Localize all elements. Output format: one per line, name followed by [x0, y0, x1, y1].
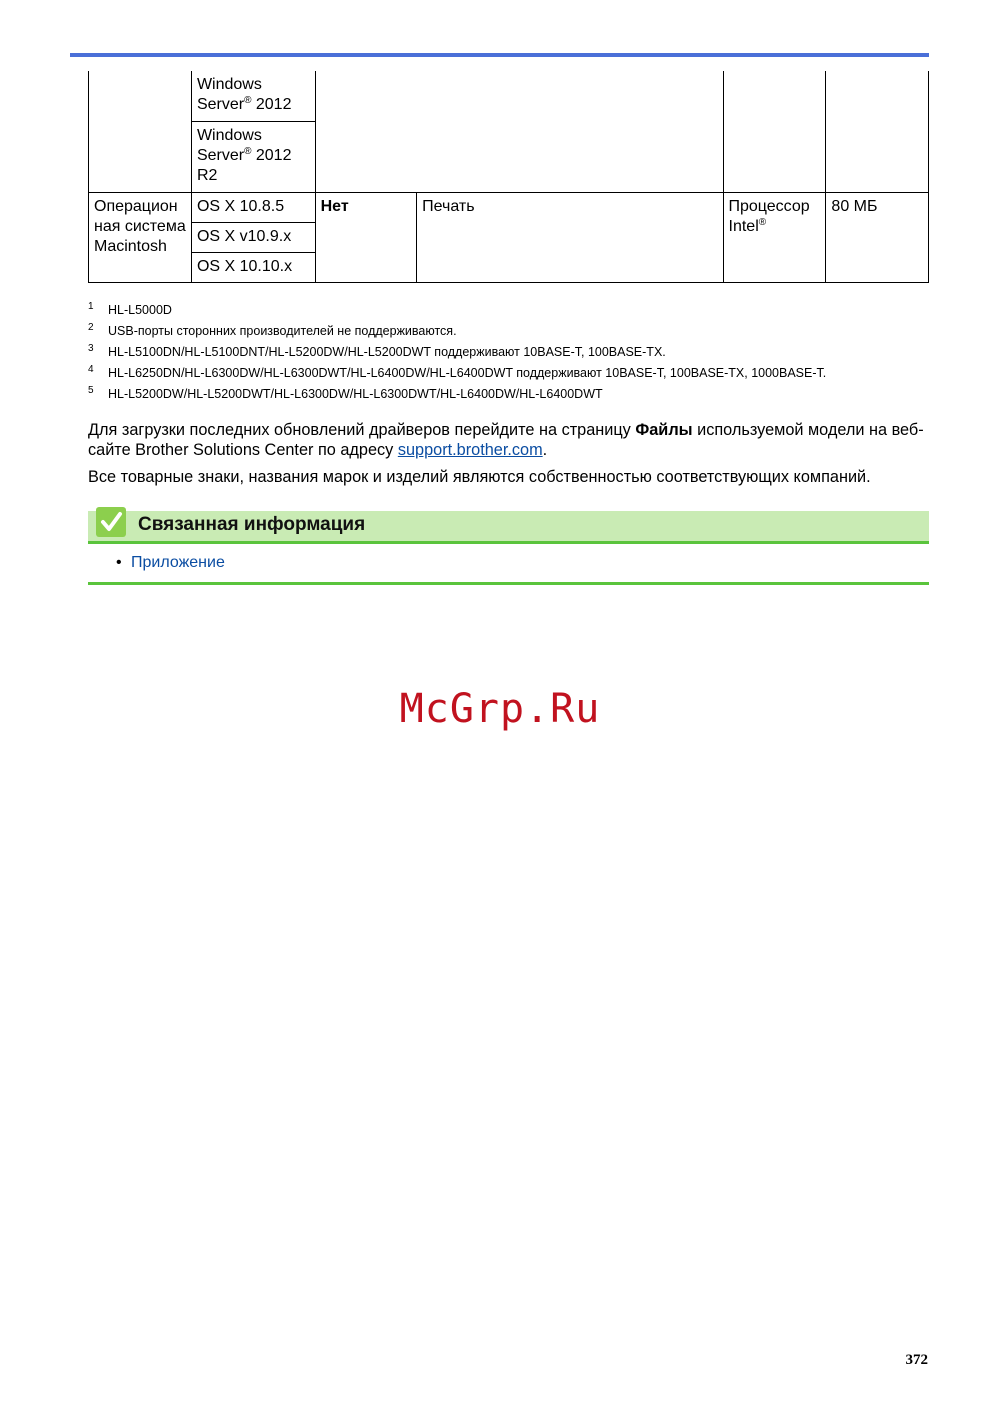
paragraph-text: используемой модели на веб-сайте Brother Solutions Center по адресу — [88, 421, 924, 459]
driver-update-paragraph — [88, 420, 933, 460]
top-rule — [70, 53, 929, 57]
os-line2: Server — [196, 96, 245, 113]
footnote-number: 1 — [88, 301, 94, 312]
appendix-link[interactable]: Приложение — [131, 554, 225, 571]
table-row — [89, 193, 929, 223]
footnote-text: HL-L6250DN/HL-L6300DW/HL-L6300DWT/HL-L6400DW/HL-L6400DWT поддерживают 10BASE-T, 100BASE-TX, 1000BASE-T. — [108, 366, 827, 380]
support-link[interactable]: support.brother.com — [397, 441, 543, 459]
related-info-bottom-rule — [88, 582, 929, 585]
related-info-title: Связанная информация — [138, 514, 366, 535]
footnote-text: HL-L5100DN/HL-L5100DNT/HL-L5200DW/HL-L5200DWT поддерживают 10BASE-T, 100BASE-TX. — [108, 345, 666, 359]
table-cell-support: Нет — [315, 193, 417, 283]
table-cell-empty — [89, 71, 192, 193]
table-cell-os-version: OS X 10.10.x — [191, 253, 315, 283]
footnote — [88, 344, 948, 365]
table-cell-empty — [826, 71, 929, 193]
footnote-number: 5 — [88, 385, 94, 396]
footnote-text: HL-L5000D — [108, 303, 172, 317]
table-cell-os-family: Операцион ная система Macintosh — [89, 193, 192, 283]
processor-text: Процессор Intel — [728, 198, 810, 235]
paragraph-text: . — [542, 441, 548, 459]
list-item — [116, 553, 225, 573]
table-cell-os-version — [191, 71, 315, 121]
os-line2: Server — [196, 146, 245, 164]
bullet: • — [116, 554, 122, 571]
registered-mark: ® — [758, 217, 767, 228]
footnotes — [88, 302, 948, 407]
footnote — [88, 302, 948, 323]
table-cell-os-version: OS X v10.9.x — [191, 223, 315, 253]
system-requirements-table — [88, 71, 929, 283]
footnote-text: HL-L5200DW/HL-L5200DWT/HL-L6300DW/HL-L6300DWT/HL-L6400DW/HL-L6400DWT — [108, 387, 603, 401]
table-cell-function: Печать — [417, 193, 723, 283]
registered-mark: ® — [244, 95, 252, 106]
table-cell-empty — [315, 71, 723, 193]
footnote-number: 3 — [88, 343, 94, 354]
files-page-name: Файлы — [635, 421, 693, 439]
footnote — [88, 386, 948, 407]
table-cell-processor — [723, 193, 826, 283]
os-name: Windows — [196, 76, 262, 93]
watermark: McGrp.Ru — [399, 686, 601, 732]
trademarks-paragraph: Все товарные знаки, названия марок и изделий являются собственностью соответствующих компаний. — [88, 468, 871, 486]
paragraph-text: Для загрузки последних обновлений драйверов перейдите на страницу — [88, 421, 636, 439]
footnote-number: 4 — [88, 364, 94, 375]
footnote-number: 2 — [88, 322, 94, 333]
os-year: 2012 — [251, 146, 292, 164]
os-name: Windows — [196, 126, 262, 144]
os-year: 2012 — [251, 96, 292, 113]
footnote — [88, 365, 948, 386]
checkmark-icon — [96, 507, 126, 537]
table-row — [89, 71, 929, 121]
page-number: 372 — [905, 1352, 928, 1368]
table-cell-empty — [723, 71, 826, 193]
table-cell-disk-space: 80 МБ — [826, 193, 929, 283]
table-cell-os-version — [191, 121, 315, 192]
related-info-underline — [88, 541, 929, 544]
table-cell-os-version: OS X 10.8.5 — [191, 193, 315, 223]
footnote-text: USB-порты сторонних производителей не поддерживаются. — [108, 324, 457, 338]
registered-mark: ® — [244, 145, 252, 157]
os-line3: R2 — [196, 166, 218, 184]
footnote — [88, 323, 948, 344]
